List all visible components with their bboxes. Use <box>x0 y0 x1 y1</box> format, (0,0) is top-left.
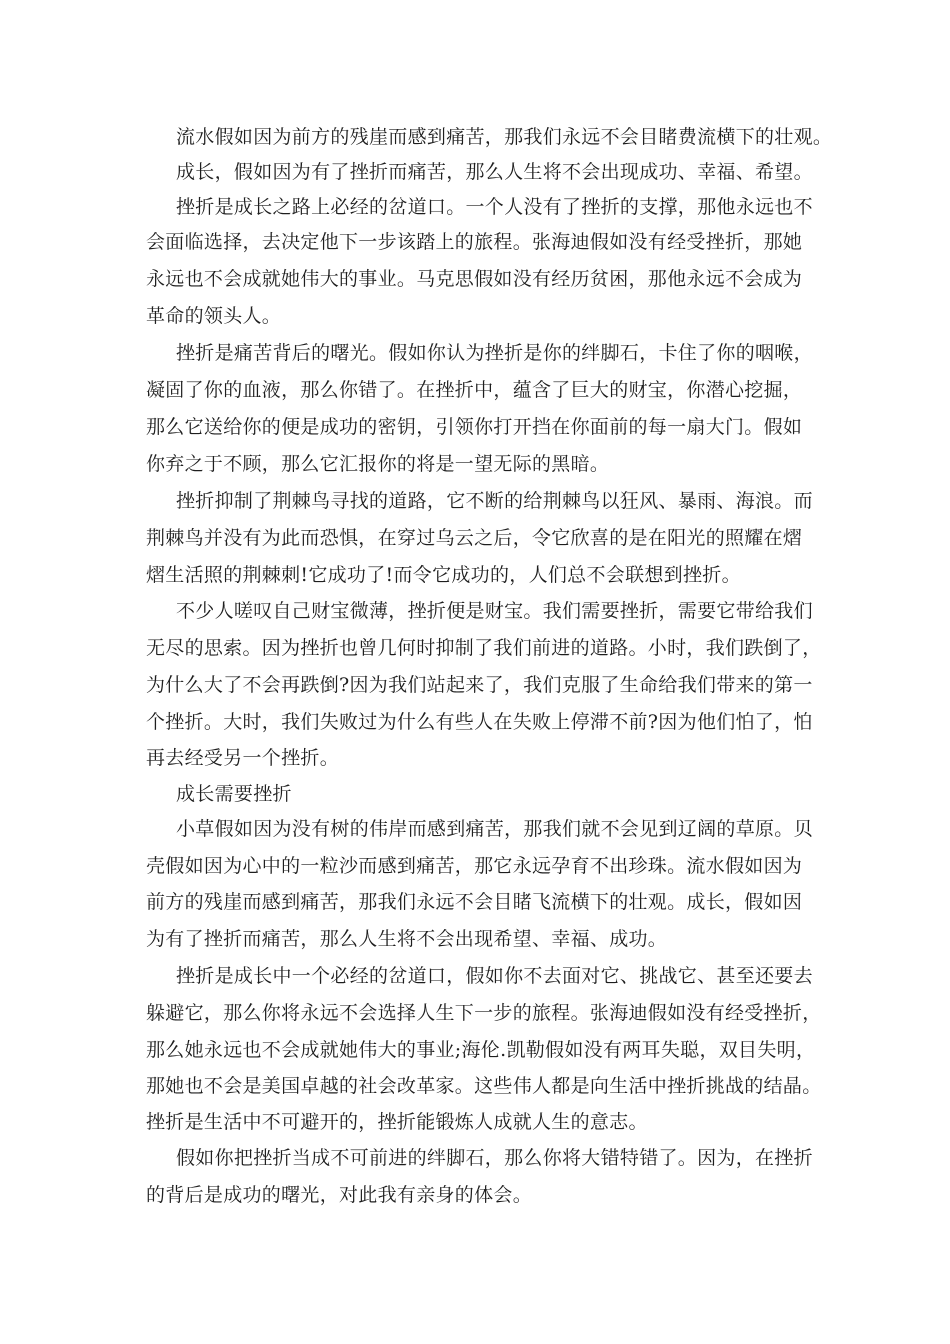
text-line: 那么它送给你的便是成功的密钥，引领你打开挡在你面前的每一扇大门。假如 <box>146 416 803 438</box>
text-line: 熠生活照的荆棘刺!它成功了!而令它成功的，人们总不会联想到挫折。 <box>146 564 741 586</box>
section-heading: 成长需要挫折 <box>176 783 292 805</box>
text-line: 凝固了你的血液，那么你错了。在挫折中，蕴含了巨大的财宝，你潜心挖掘， <box>146 379 803 401</box>
text-line: 挫折是痛苦背后的曙光。假如你认为挫折是你的绊脚石，卡住了你的咽喉， <box>176 342 813 364</box>
text-line: 成长，假如因为有了挫折而痛苦，那么人生将不会出现成功、幸福、希望。 <box>176 161 813 183</box>
text-line: 那她也不会是美国卓越的社会改革家。这些伟人都是向生活中挫折挑战的结晶。 <box>146 1075 822 1097</box>
text-line: 挫折抑制了荆棘鸟寻找的道路，它不断的给荆棘鸟以狂风、暴雨、海浪。而 <box>176 490 813 512</box>
text-line: 无尽的思索。因为挫折也曾几何时抑制了我们前进的道路。小时，我们跌倒了， <box>146 637 822 659</box>
text-line: 的背后是成功的曙光，对此我有亲身的体会。 <box>146 1184 533 1206</box>
text-line: 小草假如因为没有树的伟岸而感到痛苦，那我们就不会见到辽阔的草原。贝 <box>176 818 813 840</box>
text-line: 壳假如因为心中的一粒沙而感到痛苦，那它永远孕育不出珍珠。流水假如因为 <box>146 855 803 877</box>
text-line: 为什么大了不会再跌倒?因为我们站起来了，我们克服了生命给我们带来的第一 <box>146 674 813 696</box>
text-line: 挫折是成长之路上必经的岔道口。一个人没有了挫折的支撑，那他永远也不 <box>176 196 813 218</box>
text-line: 流水假如因为前方的残崖而感到痛苦，那我们永远不会目睹费流横下的壮观。 <box>176 126 833 148</box>
text-line: 为有了挫折而痛苦，那么人生将不会出现希望、幸福、成功。 <box>146 928 668 950</box>
text-line: 你弃之于不顾，那么它汇报你的将是一望无际的黑暗。 <box>146 453 610 475</box>
text-line: 荆棘鸟并没有为此而恐惧，在穿过乌云之后，令它欣喜的是在阳光的照耀在熠 <box>146 527 803 549</box>
text-line: 革命的领头人。 <box>146 305 282 327</box>
text-line: 那么她永远也不会成就她伟大的事业;海伦.凯勒假如没有两耳失聪，双目失明， <box>146 1039 816 1061</box>
text-line: 前方的残崖而感到痛苦，那我们永远不会目睹飞流横下的壮观。成长，假如因 <box>146 891 803 913</box>
text-line: 会面临选择，去决定他下一步该踏上的旅程。张海迪假如没有经受挫折，那她 <box>146 231 803 253</box>
text-line: 挫折是成长中一个必经的岔道口，假如你不去面对它、挑战它、甚至还要去 <box>176 965 813 987</box>
text-line: 躲避它，那么你将永远不会选择人生下一步的旅程。张海迪假如没有经受挫折， <box>146 1002 822 1024</box>
text-line: 不少人嗟叹自己财宝微薄，挫折便是财宝。我们需要挫折，需要它带给我们 <box>176 600 813 622</box>
text-line: 个挫折。大时，我们失败过为什么有些人在失败上停滞不前?因为他们怕了，怕 <box>146 711 813 733</box>
text-line: 永远也不会成就她伟大的事业。马克思假如没有经历贫困，那他永远不会成为 <box>146 268 803 290</box>
text-line: 再去经受另一个挫折。 <box>146 747 340 769</box>
text-line: 挫折是生活中不可避开的，挫折能锻炼人成就人生的意志。 <box>146 1111 648 1133</box>
text-line: 假如你把挫折当成不可前进的绊脚石，那么你将大错特错了。因为，在挫折 <box>176 1147 813 1169</box>
